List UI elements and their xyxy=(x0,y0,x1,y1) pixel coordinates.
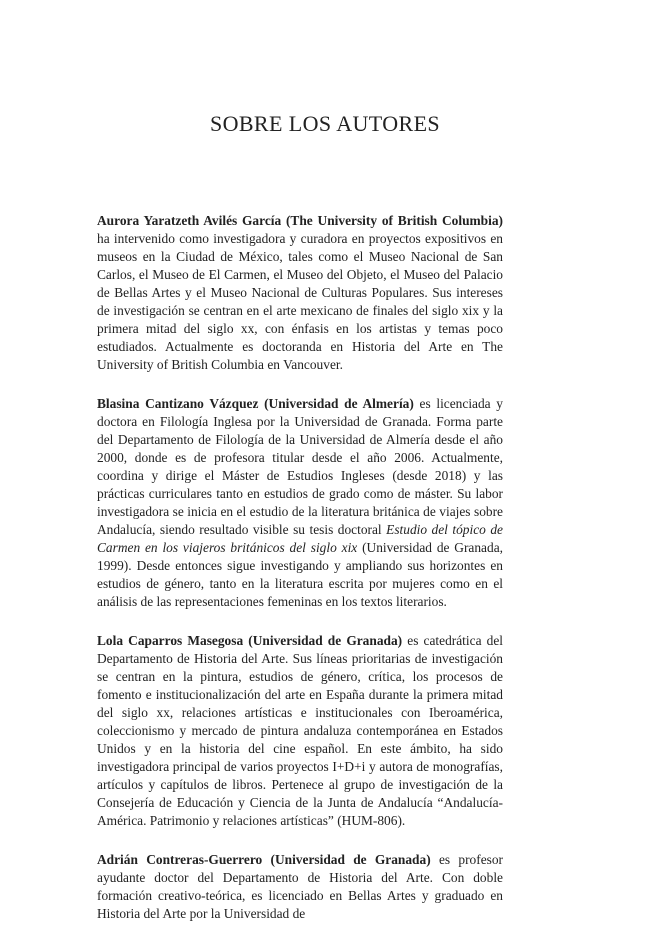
bio-text-segment: (Universidad de Granada, 1999). Desde entonces sigue investigando y ampliando sus horizontes en estudios de género, tanto en la literatura escrita por mujeres como en el análisis de las representaciones femeninas en los textos literarios. xyxy=(97,540,503,609)
author-name: Aurora Yaratzeth Avilés García (The University of British Columbia) xyxy=(97,213,503,228)
thesis-title: Estudio del tópico de Carmen en los viajeros británicos del siglo xix xyxy=(97,522,503,555)
bio-text-segment: es profesor ayudante doctor del Departamento de Historia del Arte. Con doble formación creativo-teórica, es licenciado en Bellas Artes y graduado en Historia del Arte por la Universidad de xyxy=(97,852,504,921)
author-bio-text xyxy=(97,231,503,372)
author-bio-text xyxy=(97,633,503,828)
page-title: SOBRE LOS AUTORES xyxy=(209,111,441,136)
author-name: Lola Caparros Masegosa (Universidad de Granada) xyxy=(97,633,403,648)
author-bios xyxy=(97,212,503,944)
author-bio xyxy=(97,632,503,830)
author-name: Blasina Cantizano Vázquez (Universidad de Almería) xyxy=(97,396,414,411)
author-bio xyxy=(97,395,503,611)
author-bio xyxy=(97,851,503,923)
author-name: Adrián Contreras-Guerrero (Universidad de Granada) xyxy=(97,852,431,867)
author-bio xyxy=(97,212,503,374)
bio-text-segment: ha intervenido como investigadora y curadora en proyectos expositivos en museos en la Ciudad de México, tales como el Museo Nacional de San Carlos, el Museo de El Carmen, el Museo del Objeto, el Museo del Palacio de Bellas Artes y el Museo Nacional de Culturas Populares. Sus intereses de investigación se centran en el arte mexicano de finales del siglo xix y la primera mitad del siglo xx, con énfasis en los artistas y temas poco estudiados. Actualmente es doctoranda en Historia del Arte en The University of British Columbia en Vancouver. xyxy=(97,231,503,372)
bio-text-segment: es catedrática del Departamento de Historia del Arte. Sus líneas prioritarias de investigación se centran en la pintura, estudios de género, crítica, los procesos de fomento e institucionalización del arte en España durante la primera mitad del siglo xx, relaciones artísticas e institucionales con Iberoamérica, coleccionismo y mercado de pintura andaluza contemporánea en Estados Unidos y en la historia del cine español. En este ámbito, ha sido investigadora principal de varios proyectos I+D+i y autora de monografías, artículos y capítulos de libros. Pertenece al grupo de investigación de la Consejería de Educación y Ciencia de la Junta de Andalucía “Andalucía-América. Patrimonio y relaciones artísticas” (HUM-806). xyxy=(97,633,503,828)
bio-text-segment: es licenciada y doctora en Filología Inglesa por la Universidad de Granada. Forma parte del Departamento de Filología de la Universidad de Almería desde el año 2000, donde es de profesora titular desde el año 2006. Actualmente, coordina y dirige el Máster de Estudios Ingleses (desde 2018) y las prácticas curriculares tanto en estudios de grado como de máster. Su labor investigadora se inicia en el estudio de la literatura británica de viajes sobre Andalucía, siendo resultado visible su tesis doctoral xyxy=(97,396,503,537)
author-bio-text xyxy=(97,396,503,609)
